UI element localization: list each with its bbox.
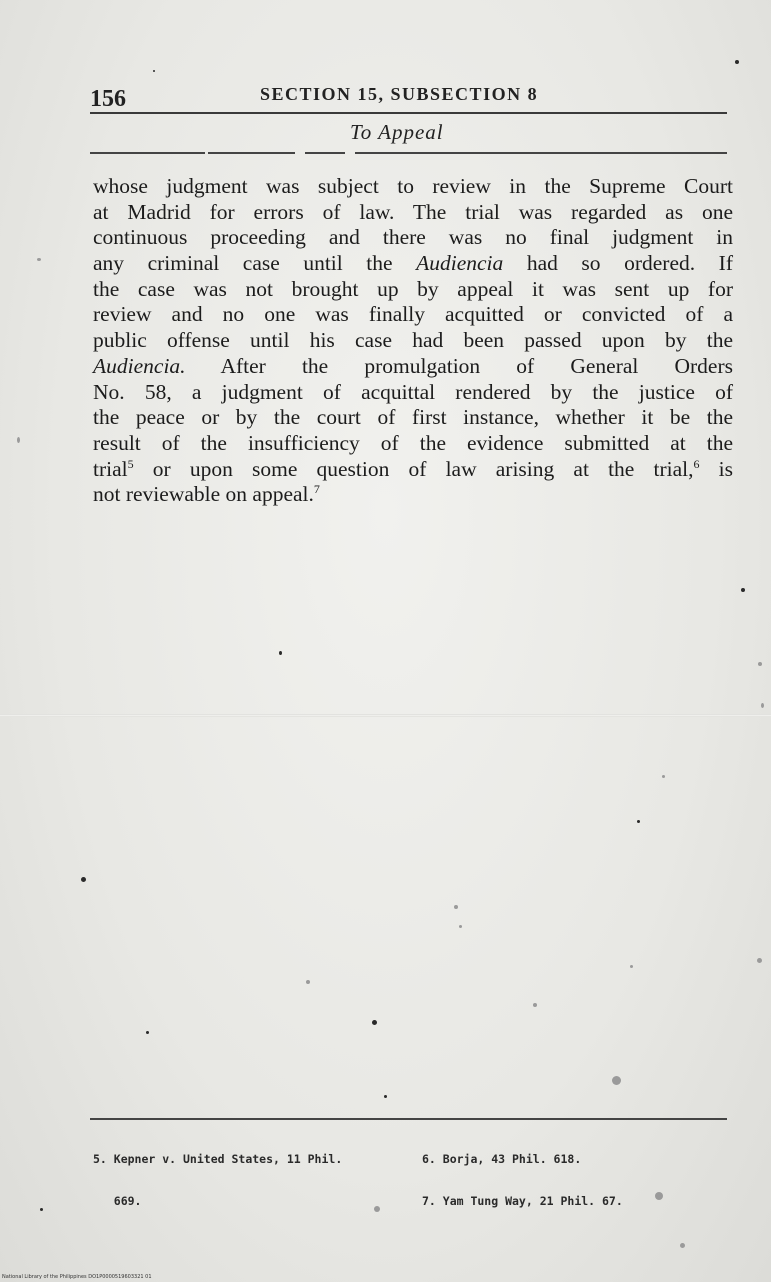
dust-speck <box>17 437 20 443</box>
section-subtitle: To Appeal <box>350 120 444 144</box>
text-line: result of the insufficiency of the evidence submitted at the <box>93 430 733 455</box>
dust-speck <box>306 980 310 984</box>
dust-speck <box>741 588 745 592</box>
footnote-line: 7. Yam Tung Way, 21 Phil. 67. <box>422 1194 623 1208</box>
dust-speck <box>372 1020 377 1025</box>
dust-speck <box>758 662 762 666</box>
dust-speck <box>637 820 640 823</box>
page-header <box>90 82 727 114</box>
text-line: not reviewable on appeal.$^7$ <box>93 482 320 507</box>
footnote-line: 669. <box>93 1194 142 1208</box>
dust-speck <box>459 925 462 928</box>
body-paragraph <box>93 174 733 508</box>
dust-speck <box>279 651 282 655</box>
footnote-marker: 5 <box>127 456 134 471</box>
dust-speck <box>146 1031 149 1034</box>
dust-speck <box>153 70 155 72</box>
text-line: Audiencia. After the promulgation of General Orders <box>93 353 733 378</box>
dust-speck <box>533 1003 537 1007</box>
dust-speck <box>735 60 739 64</box>
dust-speck <box>454 905 458 909</box>
dust-speck <box>680 1243 685 1248</box>
header-rule <box>90 112 727 114</box>
page-number: 156 <box>90 86 126 112</box>
footnote-marker: 6 <box>693 456 700 471</box>
dust-speck <box>761 703 764 708</box>
text-line: No. 58, a judgment of acquittal rendered by the justice of <box>93 379 733 404</box>
dust-speck <box>40 1208 43 1211</box>
dust-speck <box>662 775 665 778</box>
dust-speck <box>81 877 86 882</box>
text-line: the case was not brought up by appeal it was sent up for <box>93 276 733 301</box>
text-line: review and no one was finally acquitted or convicted of a <box>93 302 733 327</box>
italic-term: Audiencia. <box>93 353 186 378</box>
dust-speck <box>757 958 762 963</box>
page-fold-crease <box>0 714 771 717</box>
footnote-rule <box>90 1118 727 1120</box>
dust-speck <box>630 965 633 968</box>
text-line: trial$^5$ or upon some question of law arising at the trial,$^6$ is <box>93 456 733 481</box>
text-line: the peace or by the court of first instance, whether it be the <box>93 405 733 430</box>
subtitle-rule <box>90 152 727 154</box>
footnotes-left-column <box>93 1124 403 1236</box>
footnote-marker: 7 <box>313 482 320 497</box>
footnotes-right-column <box>422 1124 727 1236</box>
text-line: at Madrid for errors of law. The trial was regarded as one <box>93 199 733 224</box>
dust-speck <box>384 1095 387 1098</box>
italic-term: Audiencia <box>416 251 504 276</box>
dust-speck <box>37 258 41 261</box>
footnote-line: 5. Kepner v. United States, 11 Phil. <box>93 1152 343 1166</box>
dust-speck <box>612 1076 621 1085</box>
running-head: SECTION 15, SUBSECTION 8 <box>260 84 539 104</box>
text-line: any criminal case until the Audiencia had so ordered. If <box>93 251 733 276</box>
scan-credit: National Library of the Philippines DO1P0000519603321 01 <box>2 1274 152 1280</box>
text-line: continuous proceeding and there was no final judgment in <box>93 225 733 250</box>
text-line: public offense until his case had been passed upon by the <box>93 328 733 353</box>
footnote-line: 6. Borja, 43 Phil. 618. <box>422 1152 582 1166</box>
text-line: whose judgment was subject to review in the Supreme Court <box>93 174 733 198</box>
